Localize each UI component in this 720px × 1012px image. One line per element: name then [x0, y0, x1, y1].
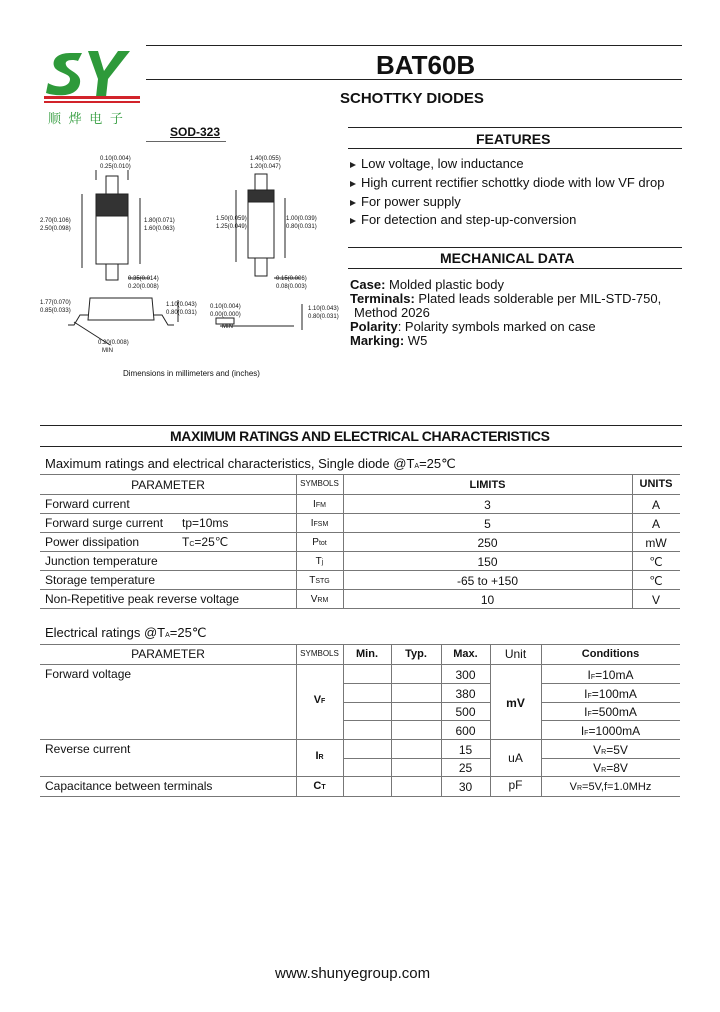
features-title: FEATURES [476, 131, 551, 147]
bullet-icon [350, 181, 356, 187]
dim-th1: 0.10(0.004) [210, 304, 241, 310]
et-cond: IF=500mA [584, 705, 637, 719]
et-line [541, 758, 680, 759]
mechanical-title: MECHANICAL DATA [440, 250, 575, 266]
rt-param-extra: tp=10ms [182, 516, 229, 530]
feature-item: For detection and step-up-conversion [350, 212, 576, 227]
terminals-line-2: Method 2026 [354, 305, 430, 320]
bullet-icon [350, 162, 356, 168]
et-unit-capacitance: pF [508, 778, 523, 792]
et-line [541, 683, 680, 684]
mechanical-rule-top [348, 247, 682, 248]
dim-wid2: 1.60(0.063) [144, 226, 175, 232]
dim-ht-right2: 0.80(0.031) [308, 314, 339, 320]
rt-param: Junction temperature [45, 554, 158, 568]
et-max: 300 [455, 668, 476, 682]
rt-symbol: Ptot [312, 537, 327, 548]
footer-url[interactable]: www.shunyegroup.com [275, 965, 431, 982]
feature-item: For power supply [350, 194, 461, 209]
logo-chinese-text: 顺 烨 电 子 [48, 111, 125, 126]
et-cond: VR=5V,f=1.0MHz [569, 781, 652, 793]
et-line [40, 776, 680, 777]
rt-symbol: Tj [315, 556, 324, 567]
et-cond: IF=1000mA [580, 724, 641, 738]
dim-min-right: MIN [222, 324, 233, 330]
dim-side-top1: 1.50(0.059) [216, 216, 247, 222]
dim-side-top2: 1.25(0.049) [216, 224, 247, 230]
rt-param: Storage temperature [45, 573, 156, 587]
et-line [343, 702, 490, 703]
rt-line [40, 551, 680, 552]
dim-wid1: 1.80(0.071) [144, 218, 175, 224]
rt-line [40, 608, 680, 609]
dim-ht-right1: 1.10(0.043) [308, 306, 339, 312]
ratings-rule-bottom [40, 446, 682, 447]
rt-limit: 150 [477, 555, 498, 569]
et-col [343, 644, 344, 796]
dim-ht2: 0.80(0.031) [166, 310, 197, 316]
et-unit-forward: mV [506, 696, 525, 710]
et-header-parameter: PARAMETER [131, 647, 205, 661]
rt-line [40, 513, 680, 514]
ratings-rule-top [40, 425, 682, 426]
dim-ft2: 0.08(0.003) [276, 284, 307, 290]
et-param-capacitance: Capacitance between terminals [45, 779, 213, 793]
dim-len2: 2.50(0.098) [40, 226, 71, 232]
rt-symbol: VRM [310, 594, 329, 605]
et-unit-reverse: uA [508, 751, 523, 765]
et-header-unit: Unit [504, 647, 527, 661]
rt-unit: ℃ [649, 555, 663, 569]
et-max: 600 [455, 724, 476, 738]
rt-unit: ℃ [649, 574, 663, 588]
et-col [490, 644, 491, 796]
rt-line [40, 494, 680, 495]
et-col [391, 644, 392, 796]
et-line [541, 702, 680, 703]
case-line: Case: Molded plastic body [350, 277, 504, 292]
rt-limit: 250 [477, 536, 498, 550]
dim-side-b: 0.85(0.033) [40, 308, 71, 314]
polarity-line: Polarity: Polarity symbols marked on case [350, 319, 596, 334]
dim-h1: 1.00(0.039) [286, 216, 317, 222]
et-max: 500 [455, 705, 476, 719]
header-rule-bottom [146, 79, 682, 80]
bullet-icon [350, 200, 356, 206]
dim-w-top1: 0.10(0.004) [100, 156, 131, 162]
dim-w-top2: 0.25(0.010) [100, 164, 131, 170]
rt-param: Forward current [45, 497, 130, 511]
package-name: SOD-323 [170, 125, 221, 139]
dim-lead1: 0.35(0.014) [128, 276, 159, 282]
rt-line [40, 589, 680, 590]
feature-item: High current rectifier schottky diode with low VF drop [350, 175, 664, 190]
rt-unit: mW [645, 536, 667, 550]
dim-th2: 0.00(0.000) [210, 312, 241, 318]
marking-line: Marking: W5 [350, 333, 428, 348]
et-line [541, 720, 680, 721]
et-line [40, 664, 680, 665]
rt-limit: -65 to +150 [456, 574, 519, 588]
rt-limit: 3 [484, 498, 491, 512]
rt-param: Non-Repetitive peak reverse voltage [45, 592, 240, 606]
et-header-max: Max. [453, 648, 478, 660]
rt-param: Forward surge current [45, 516, 164, 530]
rt-param-extra: TC=25℃ [182, 535, 229, 549]
header-rule-top [146, 45, 682, 46]
et-line [343, 683, 490, 684]
sod323-outline-icon [40, 150, 340, 360]
terminals-line: Terminals: Plated leads solderable per MIL-STD-750, [350, 291, 662, 306]
et-line [40, 644, 680, 645]
et-max: 380 [455, 687, 476, 701]
rt-limit: 5 [484, 517, 491, 531]
rt-header-parameter: PARAMETER [131, 478, 205, 492]
dim-min: MIN [102, 348, 113, 354]
features-rule-bottom [348, 148, 682, 149]
dimension-note: Dimensions in millimeters and (inches) [123, 369, 260, 378]
rt-header-limits: LIMITS [469, 479, 506, 491]
et-cond: VR=8V [593, 761, 628, 775]
et-header-symbols: SYMBOLS [300, 649, 339, 658]
dim-w-mid2: 1.20(0.047) [250, 164, 281, 170]
et-col [296, 644, 297, 796]
et-param-forward: Forward voltage [45, 667, 132, 681]
part-number: BAT60B [376, 50, 476, 80]
dim-ft1: 0.15(0.006) [276, 276, 307, 282]
subtitle: SCHOTTKY DIODES [340, 90, 484, 107]
et-max: 15 [458, 743, 473, 757]
dim-h2: 0.80(0.031) [286, 224, 317, 230]
package-drawing [40, 150, 340, 360]
rt-unit: V [651, 593, 660, 607]
et-header-min: Min. [356, 648, 378, 660]
rt-line [40, 532, 680, 533]
rt-line [40, 570, 680, 571]
dim-lead2: 0.20(0.008) [128, 284, 159, 290]
et-line [343, 720, 490, 721]
mechanical-rule-bottom [348, 268, 682, 269]
dim-ht1: 1.10(0.043) [166, 302, 197, 308]
et-max: 25 [458, 761, 473, 775]
et-cond: IF=10mA [587, 668, 634, 682]
et-symbol-reverse: IR [315, 750, 324, 762]
features-rule-top [348, 127, 682, 128]
ratings-caption: Maximum ratings and electrical characteristics, Single diode @TA=25℃ [45, 456, 456, 471]
et-line [343, 758, 490, 759]
ratings-section-title: MAXIMUM RATINGS AND ELECTRICAL CHARACTERISTICS [170, 428, 550, 444]
rt-symbol: IFM [313, 499, 326, 510]
et-param-reverse: Reverse current [45, 742, 131, 756]
dim-foot: 0.20(0.008) [98, 340, 129, 346]
rt-unit: A [651, 498, 660, 512]
et-header-typ: Typ. [405, 648, 427, 660]
rt-symbol: TSTG [309, 575, 330, 586]
rt-limit: 10 [480, 593, 495, 607]
rt-line [40, 474, 680, 475]
dim-w-mid1: 1.40(0.055) [250, 156, 281, 162]
rt-symbol: IFSM [310, 518, 329, 529]
rt-param: Power dissipation [45, 535, 140, 549]
et-header-conditions: Conditions [581, 648, 640, 660]
electrical-caption: Electrical ratings @TA=25℃ [45, 625, 207, 640]
rt-header-units: UNITS [639, 478, 673, 490]
feature-item: Low voltage, low inductance [350, 156, 524, 171]
rt-unit: A [651, 517, 660, 531]
dim-len1: 2.70(0.106) [40, 218, 71, 224]
et-symbol-capacitance: CT [313, 780, 326, 792]
et-cond: VR=5V [593, 743, 628, 757]
bullet-icon [350, 218, 356, 224]
et-max: 30 [458, 780, 473, 794]
et-cond: IF=100mA [584, 687, 637, 701]
et-symbol-forward: VF [313, 694, 326, 706]
package-rule [146, 141, 226, 142]
et-line [40, 796, 680, 797]
et-line [40, 739, 680, 740]
rt-header-symbols: SYMBOLS [300, 479, 339, 488]
dim-side-a: 1.77(0.070) [40, 300, 71, 306]
